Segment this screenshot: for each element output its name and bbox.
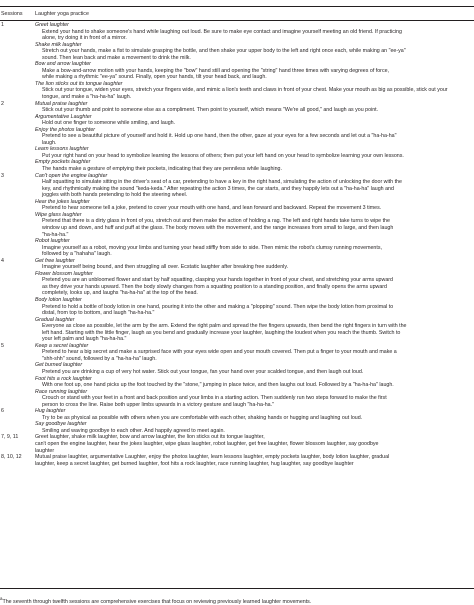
review-line: can't open the engine laughter, hear the jokes laughter, wipe glass laughter, robot laughter, get free laughter, flower blossom laughter, say goodbye — [35, 441, 379, 447]
exercise-description-line: as they drive your hands upward. Then the body slowly changes from a squatting position to a standing position, and finally opens the arms upward — [42, 283, 387, 290]
session-number: 4 — [1, 257, 4, 264]
exercise-title: Robot laughter — [35, 238, 70, 245]
exercise-description-line: laugh. — [42, 139, 57, 146]
exercise-title: Bow and arrow laughter — [35, 61, 91, 68]
exercise-description-line: key, and rhythmically making the sound "keda-keda." After repeating the action 3 times, the car starts, and they happily lets out a "ha-ha-ha" laugh and — [42, 185, 394, 192]
session-content — [35, 173, 473, 258]
session-content — [35, 258, 473, 343]
exercise-description-line: Make a bow-and-arrow motion with your hands, keeping the "bow" hand still and opening the "string" hand three times with varying degrees of force, — [42, 67, 390, 74]
session-content — [35, 434, 473, 454]
exercise-title: Say goodbye laughter — [35, 421, 87, 428]
table-footnote: $^a$The seventh through twelfth sessions are comprehensive exercises that focus on reviewing previously learned laughter movements. — [0, 596, 312, 605]
exercise-title: Foot hits a rock laughter — [35, 375, 92, 382]
session-content — [35, 408, 473, 434]
exercise-title: Hear the jokes laughter — [35, 198, 90, 205]
exercise-description-line: Pretend to hear someone tell a joke, pretend to cover your mouth with one hand, and lean forward and backward. Repeat the movement 3 times. — [42, 205, 382, 212]
exercise-description-line: "ha-ha-ha." — [42, 231, 69, 238]
table-row — [0, 454, 474, 467]
exercise — [35, 389, 473, 409]
exercise-description-line: "shh-shh" sound, followed by a "ha-ha-ha" laugh. — [42, 355, 157, 362]
exercise-description-line: Try to be as physical as possible with others when you are comfortable with each other, shaking hands or hugging and laughing out loud. — [42, 414, 363, 421]
exercise-title: Get burned laughter — [35, 362, 83, 369]
exercise-title: Wipe glass laughter — [35, 211, 82, 218]
exercise — [35, 199, 473, 212]
header-sessions: Sessions — [1, 11, 23, 17]
exercise-title: Gradual laughter — [35, 316, 75, 323]
exercise-title: Race running laughter — [35, 388, 88, 395]
table-body — [0, 22, 474, 467]
session-content — [35, 22, 473, 101]
exercise-title: Argumentative Laughter — [35, 113, 92, 120]
exercise-description-line: Pretend to hold a bottle of body lotion in one hand, pouring it into the other and making a "plopping" sound. Then wipe the body lotion from proximal to — [42, 303, 394, 310]
exercise-description-line: Pretend to see a beautiful picture of yourself and hold it. Hold up one hand, then the other, gaze at your eyes for a few seconds and let out a "ha-ha-ha" — [42, 133, 397, 140]
header-practice: Laughter yoga practice — [35, 11, 89, 17]
table-row — [0, 173, 474, 258]
exercise-description-line: Everyone as close as possible, let the arm by the arm. Extend the right palm and spread the five fingers upwards, then bend the right fingers in turn with the — [42, 323, 407, 330]
exercise-description-line: alone, try doing it in front of a mirror. — [42, 35, 127, 42]
exercise — [35, 173, 473, 199]
exercise-description-line: Imagine yourself as a robot, moving your limbs and turning your head stiffly from side to side. Then mimic the robot's clumsy running movements, — [42, 244, 382, 251]
exercise-description-line: tongue, and make a "ha-ha-ha" laugh. — [42, 94, 132, 101]
exercise — [35, 421, 473, 434]
exercise-description-line: distal, from top to bottom, and laugh "ha-ha-ha." — [42, 310, 155, 317]
exercise-description-line: Extend your hand to shake someone's hand while laughing out loud. Be sure to make eye contact and imagine yourself meeting an old friend. If practicing — [42, 28, 402, 35]
exercise-description-line: Half squatting to simulate sitting in the driver's seat of a car, pretending to have a key in the right hand, simulating the action of unlocking the door with the — [42, 179, 402, 186]
exercise — [35, 238, 473, 258]
session-number: 2 — [1, 100, 4, 107]
exercise-description-line: left hand. Starting with the little finger, laugh as you bend and gradually increase your laughter, laughing the loudest when you reach the thumb. Switch to — [42, 329, 401, 336]
review-line: laughter — [35, 447, 55, 454]
exercise — [35, 114, 473, 127]
exercise — [35, 159, 473, 172]
session-content — [35, 454, 473, 467]
session-content — [35, 101, 473, 173]
exercise-title: Mutual praise laughter — [35, 100, 88, 107]
exercise — [35, 81, 473, 101]
exercise-description-line: while making a rhythmic "ee-ya" sound. Finally, open your hands, tilt your head back, and laugh. — [42, 74, 267, 81]
header-rule — [0, 20, 474, 21]
exercise-title: Body lotion laughter — [35, 296, 82, 303]
exercise-title: Learn lessons laughter — [35, 146, 89, 153]
review-line: Mutual praise laughter, argumentative Laughter, enjoy the photos laughter, learn lessons laughter, empty pockets laughter, body lotion laughter, gradual — [35, 454, 390, 461]
session-number: 1 — [1, 22, 4, 28]
exercise-description-line: The hands make a gesture of emptying their pockets, indicating that they are penniless while laughing. — [42, 166, 282, 173]
exercise-title: Get free laughter — [35, 257, 75, 264]
exercise-description-line: Put your right hand on your head to symbolize learning the lessons of others; then put your left hand on your head to symbolize learning your own lessons. — [42, 152, 404, 159]
exercise — [35, 146, 473, 159]
exercise — [35, 61, 473, 81]
exercise — [35, 127, 473, 147]
exercise-title: Flower blossom laughter — [35, 270, 93, 277]
exercise-description-line: Imagine yourself being bound, and then struggling all over. Ecstatic laughter after breaking free suddenly. — [42, 264, 289, 271]
exercise-description-line: joggles with both hands pretending to hold the steering wheel. — [42, 192, 188, 199]
session-number: 3 — [1, 172, 4, 179]
exercise-title: Empty pockets laughter — [35, 159, 91, 166]
exercise-description-line: Crouch or stand with your feet in a front and back position and your limbs in a starting action. Then suddenly run two steps forward to make the first — [42, 395, 387, 402]
exercise — [35, 271, 473, 297]
exercise-title: Can't open the engine laughter — [35, 172, 108, 179]
session-number: 8, 10, 12 — [1, 454, 22, 461]
exercise-description-line: followed by a "hahaha" laugh. — [42, 251, 112, 258]
exercise-description-line: With one foot up, one hand picks up the foot touched by the "stone," jumping in place twice, and then laughs out loud. Followed by a "ha-ha-ha" laugh. — [42, 382, 394, 389]
exercise — [35, 297, 473, 317]
exercise-title: Greet laughter — [35, 22, 69, 28]
review-line: laughter, keep a secret laughter, get burned laughter, foot hits a rock laughter, race running laughter, hug laughter, say goodbye laughter — [35, 460, 354, 467]
top-rule — [0, 6, 474, 7]
exercise — [35, 317, 473, 343]
exercise — [35, 258, 473, 271]
exercise-title: Hug laughter — [35, 408, 66, 415]
table-row — [0, 343, 474, 408]
exercise — [35, 212, 473, 238]
table-caption — [7, 0, 88, 2]
exercise — [35, 362, 473, 375]
exercise — [35, 408, 473, 421]
exercise — [35, 101, 473, 114]
exercise-description-line: Stretch out your hands, make a fist to simulate grasping the bottle, and then shake your upper body to the left and right once each, while making an "ee-ya" — [42, 48, 406, 55]
exercise — [35, 22, 473, 42]
exercise — [35, 42, 473, 62]
exercise-description-line: completely, looks up, and laughs "ha-ha-ha" at the top of the head. — [42, 290, 198, 297]
exercise-title: Enjoy the photos laughter — [35, 126, 96, 133]
exercise-description-line: your left palm and laugh "ha-ha-ha." — [42, 336, 127, 343]
session-content — [35, 343, 473, 408]
exercise-description-line: Stick out your thumb and point to someone else as a compliment. Then point to yourself, which means "We're all good," and laugh as you point. — [42, 107, 379, 114]
review-line: Greet laughter, shake milk laughter, bow and arrow laughter, the lion sticks out its tongue laughter, — [35, 434, 265, 441]
table-row — [0, 434, 474, 454]
bottom-rule — [0, 588, 474, 589]
session-number: 6 — [1, 408, 4, 415]
exercise-description-line: sound. Then lean back and make a movement to drink the milk. — [42, 54, 191, 61]
session-number: 5 — [1, 342, 4, 349]
exercise-description-line: Hold out one finger to someone while smiling, and laugh. — [42, 120, 176, 127]
exercise-description-line: Pretend you are an unbloomed flower and start by half squatting, clasping your hands together in front of your chest, and stretching your arms upward — [42, 277, 393, 284]
table-row — [0, 101, 474, 173]
exercise-description-line: Pretend to hear a big secret and make a surprised face with your eyes wide open and your mouth covered. Then put a finger to your mouth and make a — [42, 349, 397, 356]
exercise-title: Keep a secret laughter — [35, 342, 89, 349]
exercise-description-line: Pretend that there is a dirty glass in front of you, stretch out and then make the action of holding a rag. The left and right hands take turns to wipe the — [42, 218, 390, 225]
exercise-description-line: Stick out your tongue, widen your eyes, stretch your fingers wide, and mimic a lion's teeth and claws in front of your chest. Make your mouth as big as possible, stick out your — [42, 87, 448, 94]
exercise-description-line: person to cross the line. Raise both upper limbs upwards in a victory gesture and laugh "ha-ha-ha." — [42, 401, 274, 408]
exercise-title: Shake milk laughter — [35, 41, 82, 48]
exercise-description-line: Smiling and waving goodbye to each other. And happily agreed to meet again. — [42, 427, 225, 434]
exercise — [35, 376, 473, 389]
exercise — [35, 343, 473, 363]
footnote-text: The seventh through twelfth sessions are comprehensive exercises that focus on reviewing previously learned laughter movements. — [2, 598, 312, 605]
session-number: 7, 9, 11 — [1, 434, 19, 441]
exercise-title: The lion sticks out its tongue laughter — [35, 80, 123, 87]
table-row — [0, 408, 474, 434]
table-row — [0, 22, 474, 101]
table-row — [0, 258, 474, 343]
exercise-description-line: window up and down, and huff and puff at the glass. The body moves with the movement, and the range increases from small to large, and then laugh — [42, 224, 394, 231]
exercise-description-line: Pretend you are drinking a cup of very hot water. Stick out your tongue, fan your hand over your scalded tongue, and then laugh out loud. — [42, 368, 364, 375]
